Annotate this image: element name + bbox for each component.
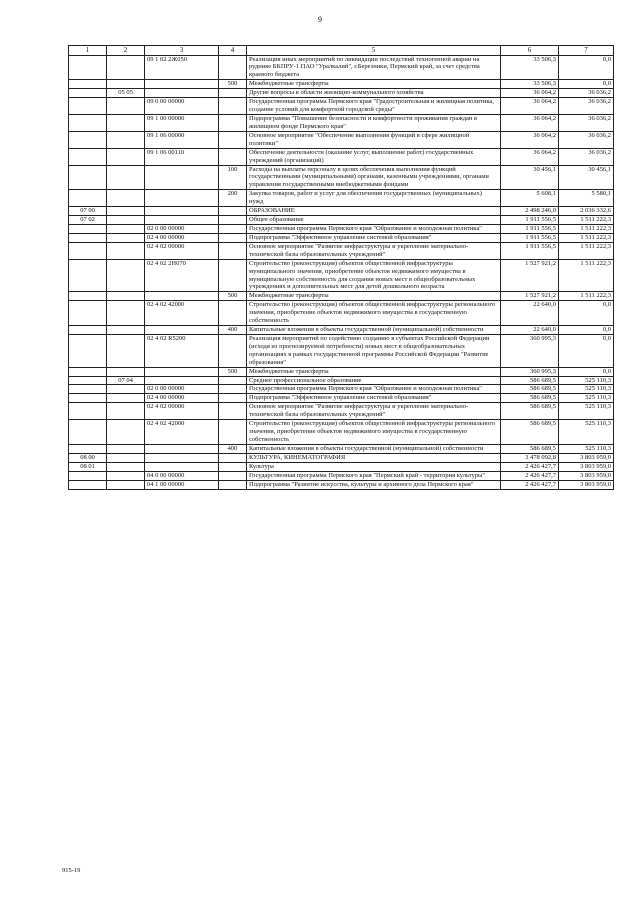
subsection-code [107,394,145,403]
amount-year-2: 0,0 [559,55,614,80]
subsection-code [107,367,145,376]
item-name: Реализация мероприятий по содействию созданию в субъектах Российской Федерации (исходя из прогнозируемой потребности) новых мест в общеобразовательных организациях в рамках государственной программы Российской Федерации "Развитие образования" [247,334,501,367]
section-code: 08 01 [69,462,107,471]
amount-year-1: 30 456,1 [501,165,559,190]
expense-type-code [219,224,247,233]
header-cell: 4 [219,46,247,56]
subsection-code [107,301,145,326]
item-name: Подпрограмма "Эффективное управление системой образования" [247,394,501,403]
item-name: Капитальные вложения в объекты государственной (муниципальной) собственности [247,326,501,335]
table-row [69,114,614,131]
amount-year-1: 360 995,3 [501,334,559,367]
table-row [69,367,614,376]
subsection-code [107,233,145,242]
table-row [69,98,614,115]
section-code [69,224,107,233]
target-article-code: 09 0 00 00000 [145,98,219,115]
section-code [69,89,107,98]
amount-year-2: 525 110,3 [559,385,614,394]
amount-year-1: 36 064,2 [501,114,559,131]
table-row [69,242,614,259]
amount-year-2: 1 511 222,3 [559,242,614,259]
item-name: Капитальные вложения в объекты государственной (муниципальной) собственности [247,444,501,453]
target-article-code [145,462,219,471]
table-row [69,403,614,420]
amount-year-1: 1 911 556,5 [501,242,559,259]
subsection-code [107,148,145,165]
table-row [69,55,614,80]
table-row [69,190,614,207]
item-name: Межбюджетные трансферты [247,80,501,89]
target-article-code: 02 4 02 42000 [145,420,219,445]
target-article-code: 02 4 00 00000 [145,233,219,242]
amount-year-2: 1 511 222,3 [559,259,614,292]
expense-type-code [219,453,247,462]
amount-year-2: 525 110,3 [559,444,614,453]
footer-code: 915-19 [62,867,81,874]
amount-year-2: 525 110,3 [559,403,614,420]
table-row [69,131,614,148]
amount-year-1: 33 506,3 [501,80,559,89]
amount-year-2: 2 036 332,6 [559,207,614,216]
section-code [69,292,107,301]
target-article-code: 02 4 02 2Н070 [145,259,219,292]
section-code [69,403,107,420]
amount-year-1: 360 995,3 [501,367,559,376]
section-code [69,326,107,335]
subsection-code [107,165,145,190]
target-article-code: 02 4 00 00000 [145,394,219,403]
expense-type-code [219,394,247,403]
subsection-code [107,98,145,115]
expense-type-code: 100 [219,165,247,190]
item-name: Строительство (реконструкция) объектов общественной инфраструктуры регионального значения, приобретение объектов недвижимого имущества в государственную собственность [247,301,501,326]
amount-year-2: 30 456,1 [559,165,614,190]
table-row [69,233,614,242]
amount-year-1: 36 064,2 [501,148,559,165]
subsection-code [107,334,145,367]
amount-year-1: 3 478 092,8 [501,453,559,462]
section-code [69,376,107,385]
expense-type-code [219,259,247,292]
item-name: Государственная программа Пермского края "Градостроительная и жилищная политика, создание условий для комфортной городской среды" [247,98,501,115]
section-code [69,190,107,207]
subsection-code [107,80,145,89]
expense-type-code [219,385,247,394]
section-code [69,471,107,480]
item-name: Основное мероприятие "Развитие инфраструктуры и укрепление материально-технической базы образовательных учреждений" [247,403,501,420]
target-article-code [145,207,219,216]
expense-type-code [219,242,247,259]
table-row [69,80,614,89]
subsection-code [107,462,145,471]
target-article-code [145,80,219,89]
amount-year-2: 0,0 [559,326,614,335]
section-code [69,367,107,376]
section-code [69,420,107,445]
amount-year-2: 525 110,3 [559,376,614,385]
amount-year-1: 36 064,2 [501,131,559,148]
table-row [69,480,614,489]
section-code [69,233,107,242]
target-article-code [145,367,219,376]
section-code: 07 00 [69,207,107,216]
target-article-code: 04 1 00 00000 [145,480,219,489]
subsection-code [107,242,145,259]
expense-type-code: 400 [219,326,247,335]
section-code [69,165,107,190]
section-code [69,259,107,292]
target-article-code: 04 0 00 00000 [145,471,219,480]
amount-year-2: 0,0 [559,334,614,367]
header-cell: 6 [501,46,559,56]
amount-year-2: 36 036,2 [559,89,614,98]
item-name: Расходы на выплаты персоналу в целях обеспечения выполнения функций государственными (муниципальными) органами, казенными учреждениями, органами управления государственными внебюджетными фондами [247,165,501,190]
amount-year-1: 1 911 556,5 [501,216,559,225]
target-article-code [145,326,219,335]
subsection-code [107,114,145,131]
subsection-code [107,292,145,301]
amount-year-1: 2 426 427,7 [501,471,559,480]
expense-type-code [219,131,247,148]
amount-year-1: 586 689,5 [501,376,559,385]
expense-type-code [219,376,247,385]
item-name: Обеспечение деятельности (оказание услуг, выполнение работ) государственных учреждений (организаций) [247,148,501,165]
item-name: Общее образование [247,216,501,225]
header-cell: 1 [69,46,107,56]
table-row [69,385,614,394]
expense-type-code: 500 [219,80,247,89]
amount-year-1: 586 689,5 [501,403,559,420]
expense-type-code [219,403,247,420]
amount-year-2: 36 036,2 [559,114,614,131]
amount-year-1: 36 064,2 [501,89,559,98]
section-code: 08 00 [69,453,107,462]
expense-type-code: 200 [219,190,247,207]
section-code [69,114,107,131]
table-row [69,165,614,190]
target-article-code [145,376,219,385]
budget-table [68,45,614,490]
amount-year-1: 22 640,0 [501,326,559,335]
target-article-code: 02 4 02 00000 [145,403,219,420]
target-article-code [145,165,219,190]
amount-year-2: 3 803 959,0 [559,462,614,471]
item-name: Другие вопросы в области жилищно-коммунального хозяйства [247,89,501,98]
table-row [69,334,614,367]
table-row [69,89,614,98]
target-article-code: 02 4 02 R5200 [145,334,219,367]
target-article-code: 09 1 06 00110 [145,148,219,165]
subsection-code [107,471,145,480]
subsection-code: 05 05 [107,89,145,98]
section-code [69,242,107,259]
section-code [69,131,107,148]
expense-type-code [219,114,247,131]
section-code [69,80,107,89]
target-article-code: 09 1 02 2Ж050 [145,55,219,80]
amount-year-2: 525 110,3 [559,394,614,403]
expense-type-code [219,207,247,216]
item-name: Межбюджетные трансферты [247,292,501,301]
item-name: Культура [247,462,501,471]
expense-type-code [219,480,247,489]
table-row [69,444,614,453]
expense-type-code: 500 [219,292,247,301]
amount-year-1: 2 498 246,0 [501,207,559,216]
amount-year-2: 1 511 222,3 [559,224,614,233]
amount-year-1: 586 689,5 [501,385,559,394]
amount-year-2: 36 036,2 [559,98,614,115]
item-name: Строительство (реконструкция) объектов общественной инфраструктуры регионального значения, приобретение объектов недвижимого имущества в государственную собственность [247,420,501,445]
subsection-code [107,224,145,233]
subsection-code [107,326,145,335]
amount-year-2: 3 803 959,0 [559,480,614,489]
target-article-code [145,444,219,453]
item-name: Реализация иных мероприятий по ликвидации последствий техногенной аварии на руднике БКПРУ-1 ПАО "Уралкалий", г.Березники, Пермский край, за счет средства краевого бюджета [247,55,501,80]
target-article-code: 02 0 00 00000 [145,385,219,394]
expense-type-code [219,216,247,225]
item-name: КУЛЬТУРА, КИНЕМАТОГРАФИЯ [247,453,501,462]
expense-type-code [219,89,247,98]
table-row [69,259,614,292]
amount-year-2: 5 580,1 [559,190,614,207]
target-article-code: 02 4 02 00000 [145,242,219,259]
target-article-code: 02 0 00 00000 [145,224,219,233]
table-row [69,453,614,462]
amount-year-2: 36 036,2 [559,131,614,148]
amount-year-1: 586 689,5 [501,420,559,445]
target-article-code [145,453,219,462]
expense-type-code [219,148,247,165]
item-name: Закупка товаров, работ и услуг для обеспечения государственных (муниципальных) нужд [247,190,501,207]
item-name: ОБРАЗОВАНИЕ [247,207,501,216]
item-name: Строительство (реконструкция) объектов общественной инфраструктуры муниципального значения, приобретение объектов недвижимого имущества в муниципальную собственность для создания новых мест в общеобразовательных учреждениях и дополнительных мест для детей дошкольного возраста [247,259,501,292]
subsection-code [107,444,145,453]
subsection-code [107,207,145,216]
amount-year-2: 0,0 [559,80,614,89]
item-name: Основное мероприятие "Обеспечение выполнения функций в сфере жилищной политики" [247,131,501,148]
header-cell: 3 [145,46,219,56]
expense-type-code [219,462,247,471]
section-code [69,148,107,165]
amount-year-1: 1 527 921,2 [501,259,559,292]
item-name: Среднее профессиональное образование [247,376,501,385]
item-name: Подпрограмма "Развитие искусства, культуры и архивного дела Пермского края" [247,480,501,489]
table-row [69,376,614,385]
section-code [69,480,107,489]
table-row [69,224,614,233]
amount-year-1: 33 506,3 [501,55,559,80]
amount-year-1: 1 911 556,5 [501,224,559,233]
table-row [69,394,614,403]
item-name: Государственная программа Пермского края "Пермский край - территория культуры" [247,471,501,480]
section-code [69,444,107,453]
subsection-code [107,385,145,394]
header-cell: 5 [247,46,501,56]
section-code [69,385,107,394]
section-code [69,301,107,326]
amount-year-2: 3 803 959,0 [559,453,614,462]
target-article-code [145,216,219,225]
expense-type-code [219,301,247,326]
section-code [69,98,107,115]
item-name: Государственная программа Пермского края "Образование и молодежная политика" [247,224,501,233]
amount-year-1: 1 527 921,2 [501,292,559,301]
table-row [69,420,614,445]
item-name: Государственная программа Пермского края "Образование и молодежная политика" [247,385,501,394]
expense-type-code [219,471,247,480]
amount-year-2: 1 511 222,3 [559,216,614,225]
expense-type-code [219,55,247,80]
subsection-code [107,403,145,420]
amount-year-2: 1 511 222,3 [559,233,614,242]
table-row [69,471,614,480]
amount-year-1: 36 064,2 [501,98,559,115]
subsection-code [107,453,145,462]
subsection-code [107,190,145,207]
subsection-code [107,216,145,225]
expense-type-code [219,98,247,115]
amount-year-1: 2 426 427,7 [501,480,559,489]
table-row [69,462,614,471]
target-article-code: 02 4 02 42000 [145,301,219,326]
amount-year-1: 1 911 556,5 [501,233,559,242]
table-header-row [69,46,614,56]
subsection-code [107,420,145,445]
expense-type-code [219,334,247,367]
amount-year-1: 586 689,5 [501,444,559,453]
subsection-code [107,259,145,292]
amount-year-2: 3 803 959,0 [559,471,614,480]
table-row [69,301,614,326]
item-name: Подпрограмма "Эффективное управление системой образования" [247,233,501,242]
amount-year-1: 2 426 427,7 [501,462,559,471]
target-article-code [145,292,219,301]
target-article-code: 09 1 06 00000 [145,131,219,148]
item-name: Основное мероприятие "Развитие инфраструктуры и укрепление материально-технической базы образовательных учреждений" [247,242,501,259]
expense-type-code [219,420,247,445]
item-name: Межбюджетные трансферты [247,367,501,376]
target-article-code [145,190,219,207]
amount-year-1: 22 640,0 [501,301,559,326]
target-article-code [145,89,219,98]
section-code [69,394,107,403]
table-row [69,207,614,216]
amount-year-2: 1 511 222,3 [559,292,614,301]
amount-year-2: 0,0 [559,367,614,376]
header-cell: 2 [107,46,145,56]
amount-year-2: 525 110,3 [559,420,614,445]
expense-type-code: 400 [219,444,247,453]
table-row [69,292,614,301]
amount-year-1: 5 608,1 [501,190,559,207]
section-code [69,55,107,80]
page-number: 9 [318,15,322,24]
subsection-code [107,55,145,80]
table-row [69,326,614,335]
subsection-code [107,131,145,148]
expense-type-code [219,233,247,242]
item-name: Подпрограмма "Повышение безопасности и комфортности проживания граждан в жилищном фонде Пермского края" [247,114,501,131]
header-cell: 7 [559,46,614,56]
subsection-code: 07 04 [107,376,145,385]
amount-year-2: 0,0 [559,301,614,326]
section-code: 07 02 [69,216,107,225]
table-row [69,148,614,165]
section-code [69,334,107,367]
target-article-code: 09 1 00 00000 [145,114,219,131]
amount-year-2: 36 036,2 [559,148,614,165]
subsection-code [107,480,145,489]
expense-type-code: 500 [219,367,247,376]
table-row [69,216,614,225]
amount-year-1: 586 689,5 [501,394,559,403]
